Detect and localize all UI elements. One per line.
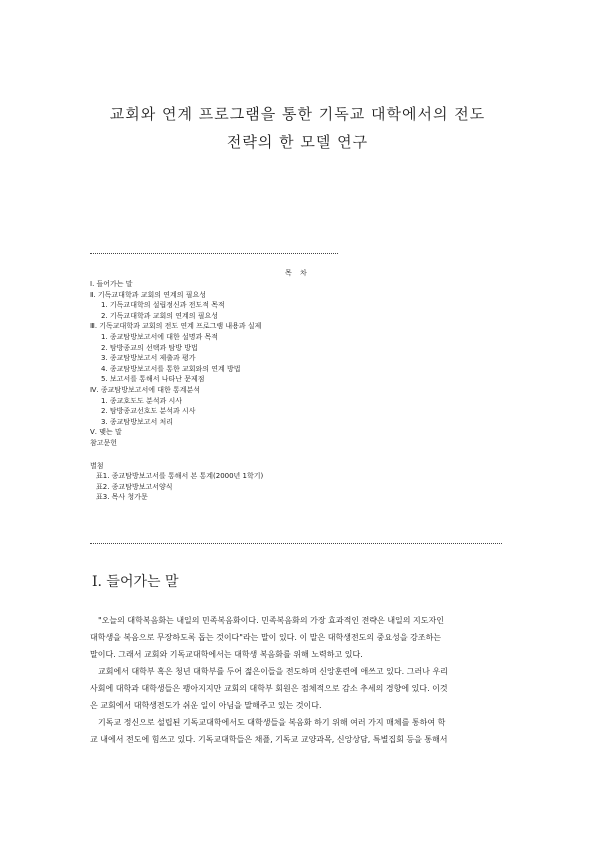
toc-heading: 목 차	[285, 269, 310, 277]
toc-bottom-divider	[90, 543, 502, 544]
body-line: 기독교 정신으로 설립된 기독교대학에서도 대학생들을 복음화 하기 위해 여러 가지 매체를 통하여 학	[98, 718, 446, 727]
body-line: 사회에 대학과 대학생들은 팽아지지만 교회의 대학부 회원은 점체적으로 감소 추세의 경향에 있다. 이것	[90, 684, 448, 693]
toc-item: Ⅱ. 기독교대학과 교회의 연계의 필요성	[90, 290, 207, 299]
table-of-contents	[90, 279, 510, 503]
document-title-line-1: 교회와 연계 프로그램을 통한 기독교 대학에서의 전도	[109, 105, 486, 123]
body-line: 말이다. 그래서 교회와 기독교대학에서는 대학생 복음화를 위해 노력하고 있다.	[90, 650, 363, 659]
body-text	[90, 612, 503, 748]
toc-item: 참고문헌	[90, 438, 118, 447]
toc-item: 1. 종교호도도 분석과 시사	[101, 396, 182, 405]
toc-item: Ⅳ. 종교탐방보고서에 대한 통계분석	[90, 385, 201, 394]
toc-item: 2. 탐방종교의 선택과 탐방 방법	[101, 343, 198, 352]
toc-item: 3. 종교탐방보고서 제출과 평가	[101, 354, 196, 363]
body-line: 교 내에서 전도에 힘쓰고 있다. 기독교대학들은 채플, 기독교 교양과목, 신앙상담, 특별집회 등을 통해서	[90, 735, 448, 744]
appendix-heading: 별첨	[90, 461, 104, 470]
toc-item: 4. 종교탐방보고서를 통한 교회와의 연계 방법	[101, 364, 241, 373]
body-line: 은 교회에서 대학생전도가 쉬운 일이 아님을 말해주고 있는 것이다.	[90, 701, 322, 710]
section-heading: Ⅰ. 들어가는 말	[92, 574, 179, 590]
toc-item: 1. 종교탐방보고서에 대한 설명과 목적	[101, 332, 219, 341]
appendix-item: 표3. 목사 청가문	[96, 493, 148, 502]
document-title-line-2: 전략의 한 모델 연구	[226, 133, 369, 151]
toc-item: 2. 기독교대학과 교회의 연계의 필요성	[101, 311, 219, 320]
body-line: 교회에서 대학부 혹은 청년 대학부를 두어 젊은이들을 전도하며 신앙훈련에 애쓰고 있다. 그러나 우리	[98, 667, 448, 676]
toc-item: Ⅲ. 기독교대학과 교회의 전도 연계 프로그램 내용과 실제	[90, 322, 262, 331]
toc-item: 5. 보고서를 통해서 나타난 문제점	[101, 375, 205, 384]
appendix-item: 표1. 종교탐방보고서를 통해서 본 통계(2000년 1학기)	[96, 472, 264, 481]
toc-item: 2. 탐방종교선호도 분석과 시사	[101, 407, 196, 416]
toc-item: 1. 기독교대학의 설립정신과 전도적 목적	[101, 301, 225, 310]
toc-item: 3. 종교탐방보고서 처리	[101, 417, 173, 426]
toc-item: Ⅴ. 맺는 말	[90, 428, 122, 437]
body-line: "오늘의 대학복음화는 내일의 민족복음화이다. 민족복음화의 가장 효과적인 전략은 내일의 지도자인	[98, 616, 444, 625]
toc-top-divider	[90, 253, 338, 254]
toc-gap	[90, 449, 510, 461]
toc-item: Ⅰ. 들어가는 말	[90, 280, 133, 288]
body-line: 대학생을 복음으로 무장하도록 돕는 것이다"라는 말이 있다. 이 말은 대학생전도의 중요성을 강조하는	[90, 633, 442, 642]
appendix-item: 표2. 종교탐방보고서양식	[96, 482, 173, 491]
